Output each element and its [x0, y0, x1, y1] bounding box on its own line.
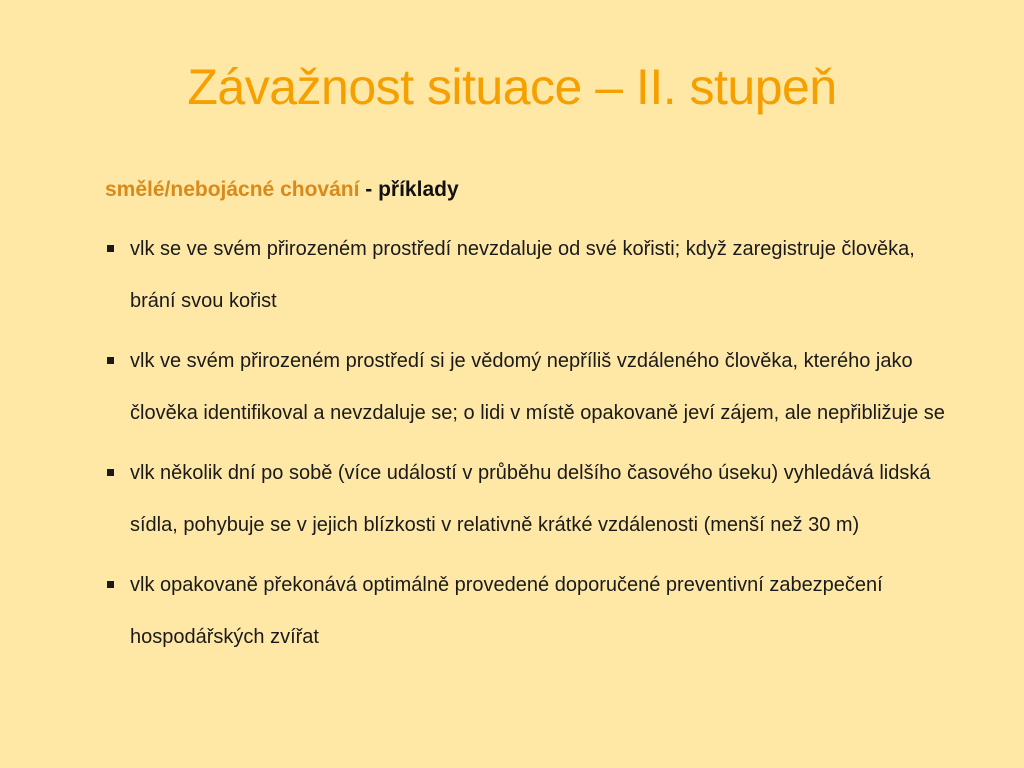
bullet-list	[105, 223, 965, 671]
bullet-text: vlk ve svém přirozeném prostředí si je vědomý nepříliš vzdáleného člověka, kterého jako člověka identifikoval a nevzdaluje se; o lidi v místě opakovaně jeví zájem, ale nepřibližuje se	[130, 350, 945, 424]
subheading-accent: smělé/nebojácné chování	[105, 178, 360, 201]
bullet-item	[105, 447, 965, 551]
bullet-item	[105, 559, 965, 663]
bullet-text: vlk se ve svém přirozeném prostředí nevzdaluje od své kořisti; když zaregistruje člověka, brání svou kořist	[130, 238, 915, 312]
bullet-text: vlk několik dní po sobě (více událostí v průběhu delšího časového úseku) vyhledává lidská sídla, pohybuje se v jejich blízkosti v relativně krátké vzdálenosti (menší než 30 m)	[130, 462, 931, 536]
subheading	[105, 174, 459, 206]
bullet-text: vlk opakovaně překonává optimálně provedené doporučené preventivní zabezpečení hospodářských zvířat	[130, 574, 883, 648]
subheading-rest: - příklady	[359, 178, 459, 201]
bullet-item	[105, 223, 965, 327]
square-bullet-icon	[107, 469, 114, 476]
bullet-item	[105, 335, 965, 439]
square-bullet-icon	[107, 245, 114, 252]
slide-title: Závažnost situace – II. stupeň	[187, 59, 837, 115]
square-bullet-icon	[107, 581, 114, 588]
square-bullet-icon	[107, 357, 114, 364]
